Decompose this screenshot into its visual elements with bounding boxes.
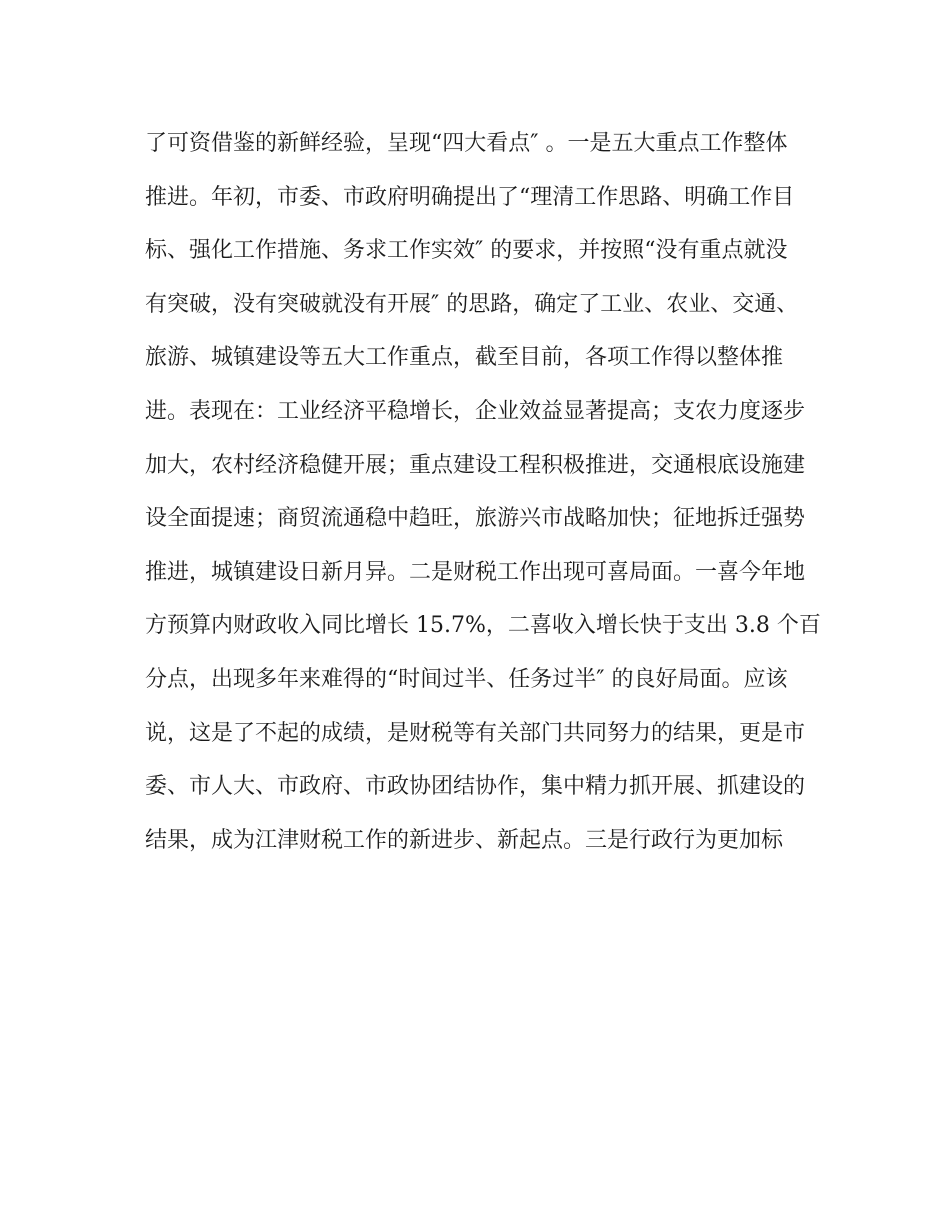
text-line: 设全面提速；商贸流通稳中趋旺，旅游兴市战略加快；征地拆迁强势 <box>145 506 806 532</box>
text-line: 分点，出现多年来难得的“时间过半、任务过半″ 的良好局面。应该 <box>145 666 788 692</box>
text-line: 推进。年初，市委、市政府明确提出了“理清工作思路、明确工作目 <box>145 184 795 210</box>
text-line: 委、市人大、市政府、市政协团结协作，集中精力抓开展、抓建设的 <box>145 774 806 800</box>
text-line: 说，这是了不起的成绩，是财税等有关部门共同努力的结果，更是市 <box>145 720 806 746</box>
text-line: 有突破，没有突破就没有开展″ 的思路，确定了工业、农业、交通、 <box>145 291 799 317</box>
text-line: 了可资借鉴的新鲜经验，呈现“四大看点″ 。一是五大重点工作整体 <box>145 131 788 156</box>
body-text <box>145 120 825 870</box>
text-line: 旅游、城镇建设等五大工作重点，截至目前，各项工作得以整体推 <box>145 345 784 371</box>
text-line: 标、强化工作措施、务求工作实效″ 的要求，并按照“没有重点就没 <box>145 238 788 264</box>
text-line: 推进，城镇建设日新月异。二是财税工作出现可喜局面。一喜今年地 <box>145 559 806 585</box>
text-line: 方预算内财政收入同比增长 15.7%，二喜收入增长快于支出 3.8 个百 <box>145 613 821 639</box>
text-line: 进。表现在：工业经济平稳增长，企业效益显著提高；支农力度逐步 <box>145 398 806 424</box>
text-line: 加大，农村经济稳健开展；重点建设工程积极推进，交通根底设施建 <box>145 452 806 478</box>
text-line: 结果，成为江津财税工作的新进步、新起点。三是行政行为更加标 <box>145 827 784 853</box>
